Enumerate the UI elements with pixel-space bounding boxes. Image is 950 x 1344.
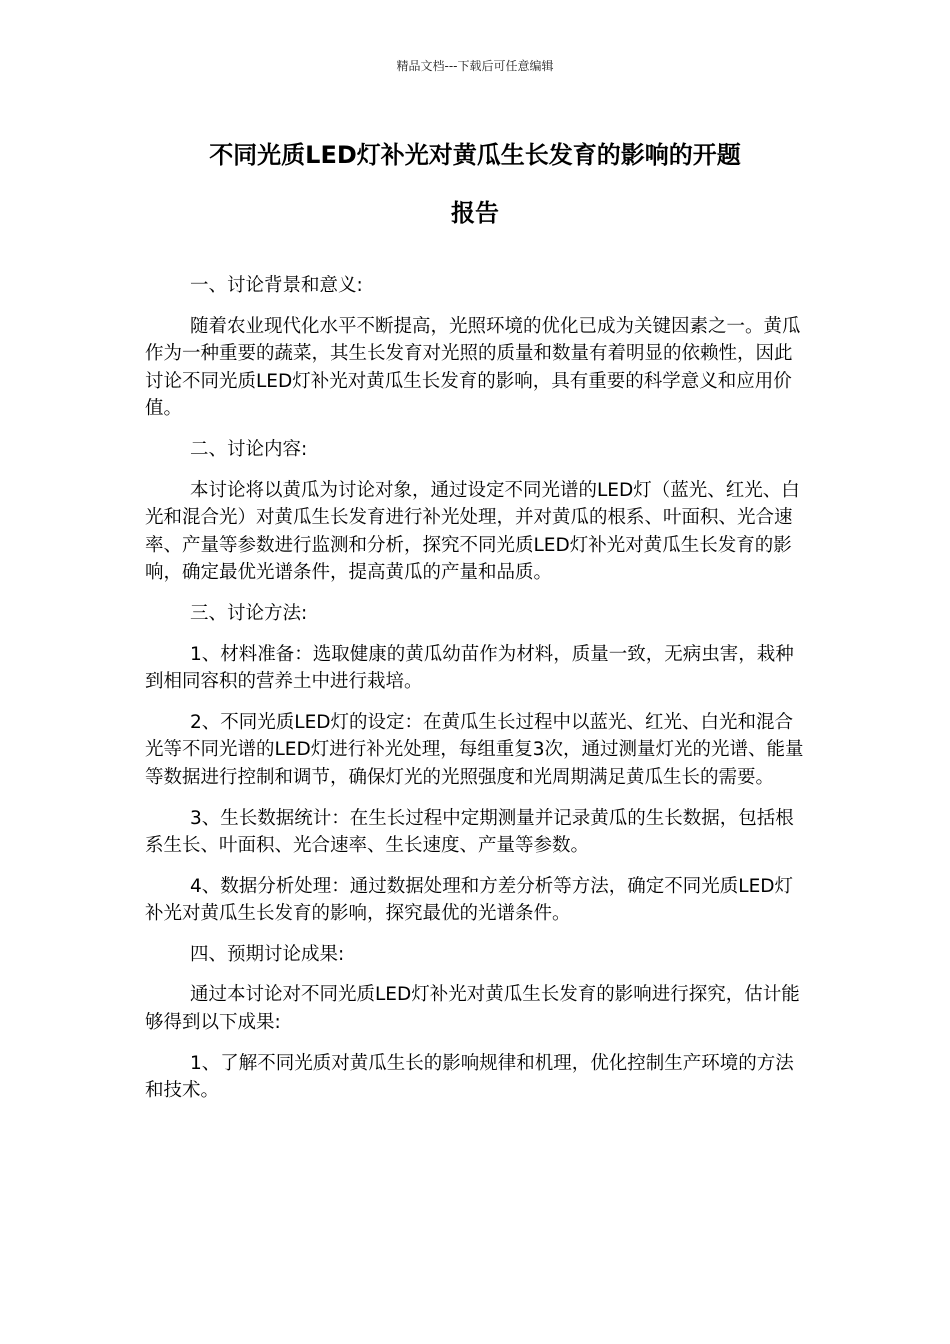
paragraph-method-1: 1、材料准备：选取健康的黄瓜幼苗作为材料，质量一致，无病虫害，栽种到相同容积的营养土中进行栽培。 — [145, 643, 794, 693]
section-heading-method: 三、讨论方法: — [190, 602, 308, 624]
section-heading-background: 一、讨论背景和意义: — [190, 275, 363, 296]
document-title-line-1: 不同光质LED灯补光对黄瓜生长发育的影响的开题 — [209, 141, 741, 169]
document-title-line-2: 报告 — [451, 199, 499, 227]
paragraph-method-3: 3、生长数据统计：在生长过程中定期测量并记录黄瓜的生长数据，包括根系生长、叶面积、光合速率、生长速度、产量等参数。 — [145, 807, 794, 857]
section-heading-results: 四、预期讨论成果: — [190, 943, 345, 965]
section-heading-content: 二、讨论内容: — [190, 438, 308, 460]
paragraph-method-4: 4、数据分析处理：通过数据处理和方差分析等方法，确定不同光质LED灯补光对黄瓜生长发育的影响，探究最优的光谱条件。 — [145, 875, 794, 925]
document-body — [145, 272, 810, 1118]
paragraph-content: 本讨论将以黄瓜为讨论对象，通过设定不同光谱的LED灯（蓝光、红光、白光和混合光）对黄瓜生长发育进行补光处理，并对黄瓜的根系、叶面积、光合速率、产量等参数进行监测和分析，探究不同光质LED灯补光对黄瓜生长发育的影响，确定最优光谱条件，提高黄瓜的产量和品质。 — [145, 479, 800, 584]
paragraph-background: 随着农业现代化水平不断提高，光照环境的优化已成为关键因素之一。黄瓜作为一种重要的蔬菜，其生长发育对光照的质量和数量有着明显的依赖性，因此讨论不同光质LED灯补光对黄瓜生长发育的影响，具有重要的科学意义和应用价值。 — [145, 315, 801, 420]
paragraph-results-intro: 通过本讨论对不同光质LED灯补光对黄瓜生长发育的影响进行探究，估计能够得到以下成果: — [145, 984, 800, 1034]
paragraph-method-2: 2、不同光质LED灯的设定：在黄瓜生长过程中以蓝光、红光、白光和混合光等不同光谱的LED灯进行补光处理，每组重复3次，通过测量灯光的光谱、能量等数据进行控制和调节，确保灯光的光照强度和光周期满足黄瓜生长的需要。 — [145, 711, 804, 788]
header-watermark: 精品文档---下载后可任意编辑 — [396, 59, 554, 73]
paragraph-results-1: 1、了解不同光质对黄瓜生长的影响规律和机理，优化控制生产环境的方法和技术。 — [145, 1052, 794, 1102]
